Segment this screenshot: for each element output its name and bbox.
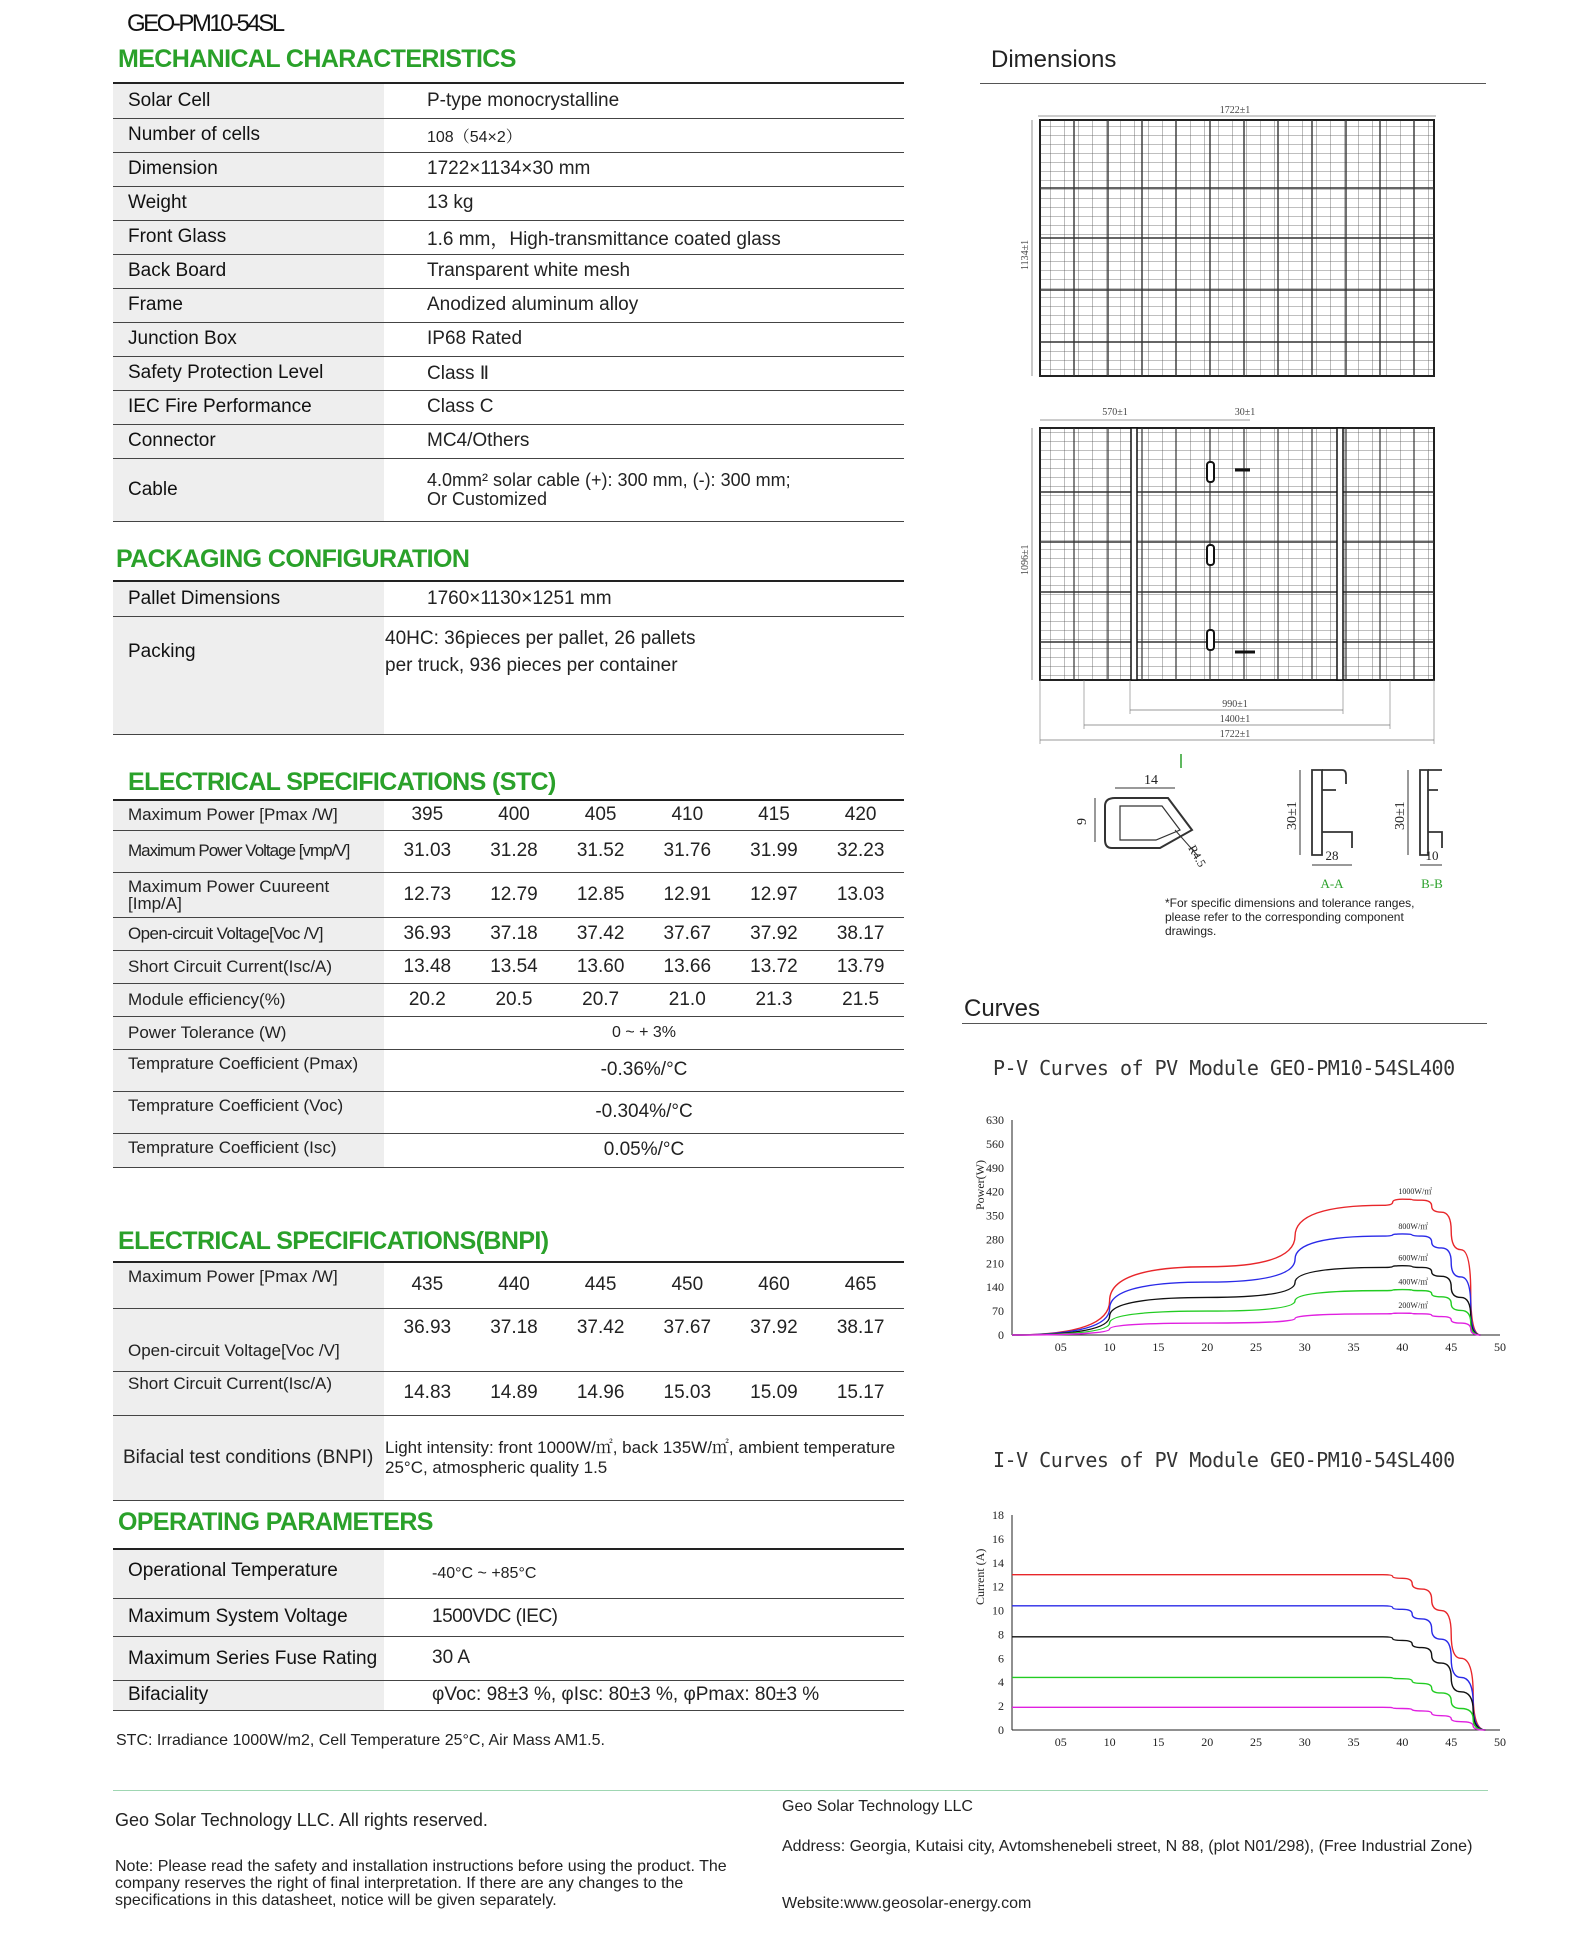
table-row [113,616,904,734]
stc-note: STC: Irradiance 1000W/m2, Cell Temperature 25°C, Air Mass AM1.5. [116,1732,605,1749]
row-value-2: per truck, 936 pieces per container [385,654,678,676]
row-label: Short Circuit Current(Isc/A) [113,1371,384,1415]
y-tick-label: 4 [998,1675,1004,1690]
row-label: Cable [113,458,384,521]
y-tick-label: 8 [998,1627,1004,1642]
footer-website[interactable]: Website:www.geosolar-energy.com [782,1895,1032,1912]
table-cell: 37.92 [731,917,818,950]
x-tick-label: 35 [1347,1735,1360,1749]
back-top-right-label: 30±1 [1234,407,1256,418]
table-cell: 445 [557,1262,644,1308]
x-tick-label: 30 [1298,1340,1311,1354]
packaging-table [113,580,904,735]
table-row [113,1091,904,1133]
table-cell: 37.18 [471,917,558,950]
row-label: Pallet Dimensions [113,581,384,616]
x-tick-label: 25 [1250,1340,1262,1354]
dimensions-drawing [980,90,1500,950]
y-axis-label: Current (A) [973,1548,987,1605]
series-line [1012,1677,1485,1730]
table-cell: 13.72 [731,950,818,983]
stc-table [113,799,904,1168]
bnpi-title: ELECTRICAL SPECIFICATIONS(BNPI) [118,1227,549,1255]
row-value-2: Or Customized [427,488,548,509]
footer-note: Note: Please read the safety and installation instructions before using the product. The company reserves the right of final interpretation. If there are any changes to the specifications in this datasheet, notice will be given separately. [115,1858,727,1909]
operating-table [113,1548,904,1711]
table-cell: 12.91 [644,872,731,917]
bb-height-label: 30±1 [1393,801,1408,830]
table-cell: -0.36%/°C [384,1049,904,1091]
packaging-title: PACKAGING CONFIGURATION [116,545,470,573]
row-value: P-type monocrystalline [384,83,904,118]
row-label: Number of cells [113,118,384,152]
table-row [113,800,904,830]
table-cell: 13.48 [384,950,471,983]
x-tick-label: 35 [1347,1340,1360,1354]
row-label: Maximum Series Fuse Rating [113,1636,384,1680]
divider [980,83,1486,84]
table-cell: 31.28 [471,830,558,872]
y-tick-label: 18 [992,1508,1004,1522]
row-label: Module efficiency(%) [113,983,384,1016]
y-tick-label: 70 [992,1304,1004,1319]
row-label: Junction Box [113,322,384,356]
row-label: Temprature Coefficient (Voc) [113,1091,384,1133]
footer-address: Address: Georgia, Kutaisi city, Avtomshenebeli street, N 88, (plot N01/298), (Free Industrial Zone) [782,1838,1473,1855]
back-bottom-1-label: 990±1 [1222,699,1248,710]
table-cell: 14.89 [471,1371,558,1415]
y-tick-label: 0 [998,1723,1004,1737]
table-cell: 15.09 [731,1371,818,1415]
table-cell: 31.52 [557,830,644,872]
table-cell: 14.96 [557,1371,644,1415]
row-label: Frame [113,288,384,322]
series-line [1012,1313,1480,1335]
row-value: 1760×1130×1251 mm [384,581,904,616]
row-label: Maximum Power [Pmax /W] [113,800,384,830]
aa-section-label: A-A [1320,876,1344,891]
table-row [113,830,904,872]
row-label: Bifacial test conditions (BNPI) [113,1415,384,1500]
table-cell: 20.7 [557,983,644,1016]
row-value: 4.0mm² solar cable (+): 300 mm, (-): 300 mm; [427,469,791,490]
table-row [113,152,904,186]
dimensions-title: Dimensions [991,46,1117,73]
y-tick-label: 350 [986,1208,1004,1223]
table-cell: 21.5 [817,983,904,1016]
row-value: 13 kg [384,186,904,220]
pv-chart-title: P-V Curves of PV Module GEO-PM10-54SL400 [993,1056,1455,1080]
profile-width-label: 14 [1144,773,1158,788]
table-cell: 37.92 [731,1308,818,1371]
table-cell: 400 [471,800,558,830]
front-width-label: 1722±1 [1219,105,1251,116]
front-panel [1040,120,1434,376]
x-tick-label: 50 [1494,1735,1506,1749]
table-cell: 460 [731,1262,818,1308]
table-row [113,1371,904,1415]
series-label: 800W/㎡ [1398,1221,1429,1231]
table-cell: 20.5 [471,983,558,1016]
y-tick-label: 420 [986,1184,1004,1199]
iv-chart-title: I-V Curves of PV Module GEO-PM10-54SL400 [993,1448,1455,1472]
table-cell: 450 [644,1262,731,1308]
table-cell: 12.79 [471,872,558,917]
y-tick-label: 2 [998,1699,1004,1714]
model-name: GEO-PM10-54SL [127,10,283,37]
table-row [113,1308,904,1371]
table-cell: -0.304%/°C [384,1091,904,1133]
row-label: Back Board [113,254,384,288]
table-cell: 37.18 [471,1308,558,1371]
row-label: Short Circuit Current(Isc/A) [113,950,384,983]
x-tick-label: 40 [1396,1340,1409,1354]
table-row [113,983,904,1016]
series-label: 200W/㎡ [1398,1301,1429,1311]
operating-title: OPERATING PARAMETERS [118,1508,433,1536]
footer-divider [113,1790,1488,1791]
table-row [113,288,904,322]
table-row [113,220,904,254]
row-label: Maximum System Voltage [113,1598,384,1636]
bb-width-label: 10 [1425,848,1439,863]
table-cell: 12.73 [384,872,471,917]
row-value: 1722×1134×30 mm [384,152,904,186]
table-cell: 21.3 [731,983,818,1016]
table-row [113,872,904,917]
y-tick-label: 280 [986,1232,1004,1247]
table-cell: 15.17 [817,1371,904,1415]
table-row [113,83,904,118]
pv-chart [960,1100,1520,1380]
row-label: Power Tolerance (W) [113,1016,384,1049]
y-tick-label: 0 [998,1328,1004,1342]
front-height-label: 1134±1 [1020,239,1031,270]
x-tick-label: 20 [1201,1735,1214,1749]
series-label: 1000W/㎡ [1398,1187,1433,1197]
row-value: Anodized aluminum alloy [384,288,904,322]
back-bottom-2-label: 1400±1 [1219,714,1251,725]
row-label: Maximum Power [Pmax /W] [113,1262,384,1308]
row-value: φVoc: 98±3 %, φIsc: 80±3 %, φPmax: 80±3 % [384,1680,904,1710]
table-cell: 12.97 [731,872,818,917]
table-cell: 395 [384,800,471,830]
table-cell: 37.42 [557,917,644,950]
row-label: Operational Temperature [113,1549,384,1598]
table-row [113,1262,904,1308]
stc-title: ELECTRICAL SPECIFICATIONS (STC) [128,768,556,796]
aa-height-label: 30±1 [1285,801,1300,830]
y-tick-label: 140 [986,1280,1004,1295]
profile-height-label: 9 [1075,818,1090,825]
x-tick-label: 15 [1152,1340,1165,1354]
row-value: Class Ⅱ [384,356,904,390]
mechanical-table [113,82,904,522]
row-value: 108（54×2） [384,118,904,152]
x-tick-label: 45 [1445,1735,1458,1749]
row-label: Solar Cell [113,83,384,118]
table-cell: 20.2 [384,983,471,1016]
y-tick-label: 490 [986,1160,1004,1175]
y-tick-label: 10 [992,1603,1004,1618]
row-value: 1500VDC (IEC) [384,1598,904,1636]
back-top-left-label: 570±1 [1102,407,1128,418]
row-value: 1.6 mm，High-transmittance coated glass [384,220,904,254]
x-tick-label: 25 [1250,1735,1262,1749]
mechanical-title: MECHANICAL CHARACTERISTICS [118,45,516,73]
x-tick-label: 10 [1103,1340,1116,1354]
profile-radius-label: R4.5 [1185,842,1210,870]
row-label: Dimension [113,152,384,186]
table-cell: 32.23 [817,830,904,872]
table-cell: 37.67 [644,1308,731,1371]
table-cell: 13.66 [644,950,731,983]
row-label: Safety Protection Level [113,356,384,390]
table-cell: 0 ~ + 3% [384,1016,904,1049]
footer-company: Geo Solar Technology LLC [782,1798,973,1815]
table-row [113,1549,904,1598]
iv-chart [960,1495,1520,1775]
table-cell: 36.93 [384,1308,471,1371]
row-label: Connector [113,424,384,458]
table-row [113,1598,904,1636]
table-row [113,581,904,616]
table-row [113,390,904,424]
back-bottom-3-label: 1722±1 [1219,729,1251,740]
row-value: 30 A [384,1636,904,1680]
divider [962,1023,1487,1024]
x-tick-label: 20 [1201,1340,1214,1354]
table-cell: 38.17 [817,1308,904,1371]
table-cell: 13.60 [557,950,644,983]
y-axis-label: Power(W) [973,1160,987,1210]
row-label: Open-circuit Voltage[Voc /V] [113,917,384,950]
table-cell: 31.99 [731,830,818,872]
table-cell: 37.42 [557,1308,644,1371]
y-tick-label: 12 [992,1579,1004,1594]
table-cell: 415 [731,800,818,830]
row-label: Temprature Coefficient (Isc) [113,1133,384,1167]
table-row [113,254,904,288]
row-value: IP68 Rated [384,322,904,356]
table-cell: 420 [817,800,904,830]
table-cell: Light intensity: front 1000W/㎡, back 135W/㎡, ambient temperature 25°C, atmospheric quality 1.5 [384,1415,904,1500]
table-cell: 13.79 [817,950,904,983]
curves-title: Curves [964,995,1041,1022]
table-cell: 0.05%/°C [384,1133,904,1167]
x-tick-label: 15 [1152,1735,1165,1749]
table-cell: 37.67 [644,917,731,950]
table-cell: 31.76 [644,830,731,872]
back-height-label: 1096±1 [1020,544,1031,575]
bnpi-table [113,1261,904,1501]
row-value: Class C [384,390,904,424]
table-row [113,950,904,983]
row-value: -40°C ~ +85°C [384,1549,904,1598]
table-cell: 15.03 [644,1371,731,1415]
table-row [113,1133,904,1167]
row-label: Front Glass [113,220,384,254]
table-row [113,1636,904,1680]
aa-width-label: 28 [1325,848,1339,863]
row-value: 40HC: 36pieces per pallet, 26 pallets [385,627,696,649]
table-cell: 12.85 [557,872,644,917]
table-row [113,1049,904,1091]
x-tick-label: 40 [1396,1735,1409,1749]
y-tick-label: 630 [986,1113,1004,1127]
x-tick-label: 30 [1298,1735,1311,1749]
row-value: MC4/Others [384,424,904,458]
x-tick-label: 05 [1054,1340,1067,1354]
series-line [1012,1199,1480,1335]
bb-section-label: B-B [1421,876,1443,891]
table-cell: 13.54 [471,950,558,983]
row-label: Weight [113,186,384,220]
table-cell: 21.0 [644,983,731,1016]
table-cell: 410 [644,800,731,830]
table-cell: 31.03 [384,830,471,872]
row-label: Maximum Power Voltage [vmp/V] [113,830,384,872]
table-row [113,186,904,220]
y-tick-label: 16 [992,1531,1004,1546]
table-row [113,356,904,390]
y-tick-label: 6 [998,1651,1004,1666]
table-cell: 405 [557,800,644,830]
table-row [113,1415,904,1500]
row-label: Temprature Coefficient (Pmax) [113,1049,384,1091]
table-row [113,322,904,356]
row-value: Transparent white mesh [384,254,904,288]
footer-copyright: Geo Solar Technology LLC. All rights reserved. [115,1810,488,1830]
table-row [113,424,904,458]
table-row [113,118,904,152]
x-tick-label: 45 [1445,1340,1458,1354]
table-row [113,1680,904,1710]
table-cell: 440 [471,1262,558,1308]
series-line [1012,1707,1485,1730]
row-label: Maximum Power Cuureent [Imp/A] [113,872,384,917]
x-tick-label: 50 [1494,1340,1506,1354]
table-row [113,1016,904,1049]
table-row [113,458,904,521]
x-tick-label: 05 [1054,1735,1067,1749]
y-tick-label: 14 [992,1555,1004,1570]
series-label: 400W/㎡ [1398,1277,1429,1287]
row-label: Open-circuit Voltage[Voc /V] [113,1308,384,1371]
x-tick-label: 10 [1103,1735,1116,1749]
table-cell: 38.17 [817,917,904,950]
table-cell: 14.83 [384,1371,471,1415]
y-tick-label: 210 [986,1256,1004,1271]
table-cell: 435 [384,1262,471,1308]
table-cell: 13.03 [817,872,904,917]
row-label: Packing [113,616,384,734]
table-cell: 465 [817,1262,904,1308]
series-line [1012,1606,1485,1730]
y-tick-label: 560 [986,1136,1004,1151]
row-label: Bifaciality [113,1680,384,1710]
dimensions-note: *For specific dimensions and tolerance ranges, please refer to the corresponding component drawings. [1165,896,1415,938]
series-label: 600W/㎡ [1398,1253,1429,1263]
row-label: IEC Fire Performance [113,390,384,424]
table-cell: 36.93 [384,917,471,950]
table-row [113,917,904,950]
